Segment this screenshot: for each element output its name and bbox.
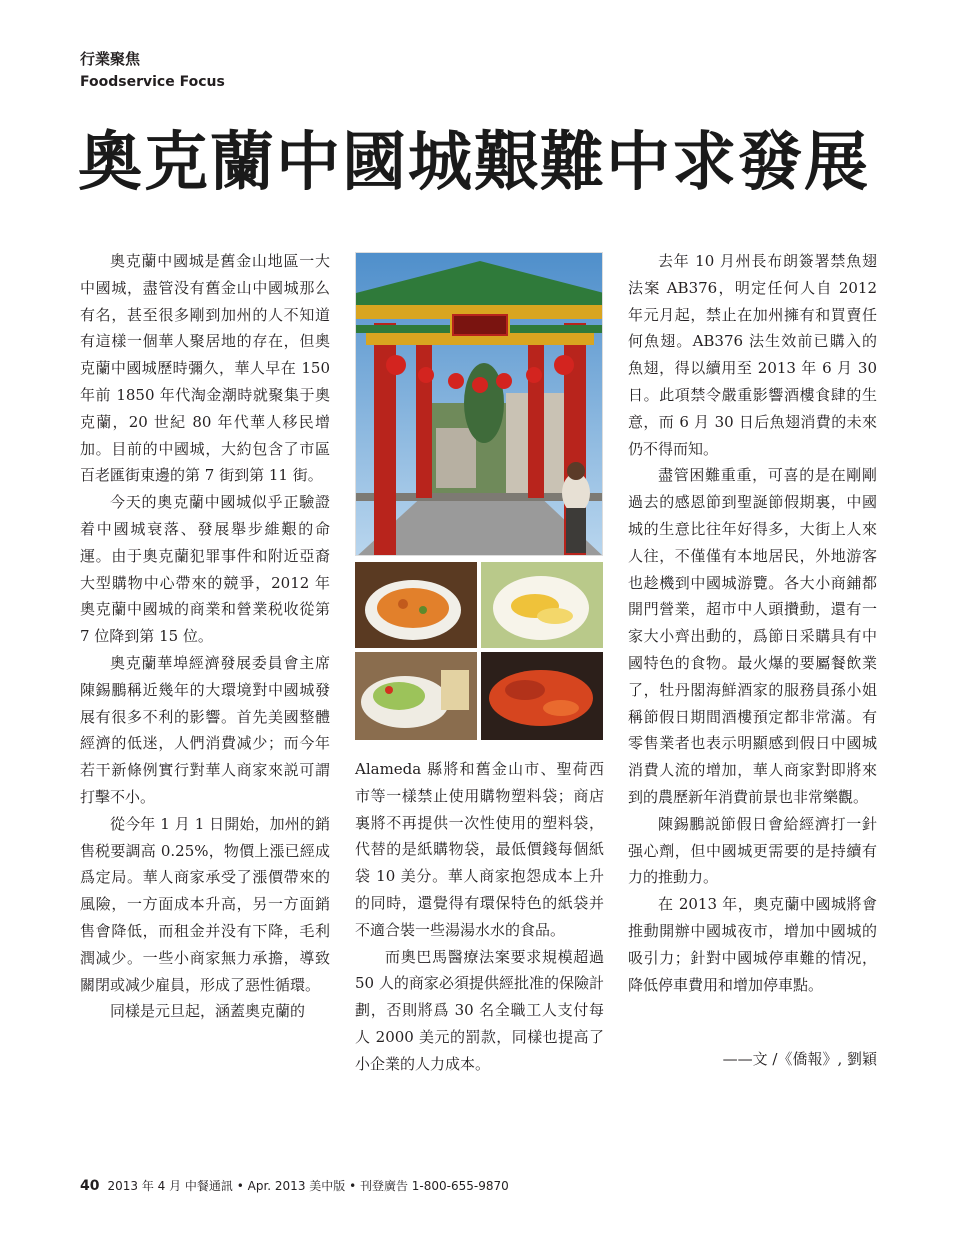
chinatown-gate-photo <box>355 252 603 556</box>
paragraph: 而奧巴馬醫療法案要求規模超過 50 人的商家必須提供經批准的保險計劃，否則將爲 30 名全職工人支付每人 2000 美元的罰款，同樣也提高了小企業的人力成本。 <box>355 947 604 1073</box>
food-photo-collage <box>355 562 603 740</box>
article-byline: ——文 /《僑報》, 劉穎 <box>722 1050 877 1068</box>
article-column-left <box>80 248 330 1025</box>
paragraph: 同樣是元旦起，涵蓋奧克蘭的 <box>110 1002 306 1021</box>
paragraph: 去年 10 月州長布朗簽署禁魚翅法案 AB376，明定任何人自 2012 年元月起，禁止在加州擁有和買賣任何魚翅。AB376 法生效前已購入的魚翅，得以續用至 2013 年 6 月 30 日。此項禁令嚴重影響酒樓食肆的生意，而 6 月 30 日后魚翅消費的未來仍不得而知。 <box>628 252 877 458</box>
paragraph: 盡管困難重重，可喜的是在剛剛過去的感恩節到聖誕節假期裏，中國城的生意比往年好得多，大街上人來人往，不僅僅有本地居民，外地游客也趁機到中國城游覽。各大小商鋪都開門營業，超市中人頭攢動，還有一家大小齊出動的，爲節日采購具有中國特色的食物。最火爆的要屬餐飲業了，牡丹閣海鮮酒家的服務員孫小姐稱節假日期間酒樓預定都非常滿。有零售業者也表示明顯感到假日中國城消費人流的增加，華人商家對即將來到的農歷新年消費前景也非常樂觀。 <box>628 466 877 806</box>
article-column-right <box>628 248 877 998</box>
paragraph: 在 2013 年，奧克蘭中國城將會推動開辦中國城夜市，增加中國城的吸引力；針對中國城停車難的情况，降低停車費用和增加停車點。 <box>628 895 877 994</box>
article-title: 奧克蘭中國城艱難中求發展 <box>78 125 870 200</box>
section-label-en: Foodservice Focus <box>80 74 225 90</box>
paragraph: 奧克蘭華埠經濟發展委員會主席陳錫鵬稱近幾年的大環境對中國城發展有很多不利的影響。首先美國整體經濟的低迷，人們消費减少；而今年若干新條例實行對華人商家來説可謂打擊不小。 <box>80 653 330 806</box>
paragraph: 今天的奧克蘭中國城似乎正驗證着中國城衰落、發展舉步維艱的命運。由于奧克蘭犯罪事件和附近亞裔大型購物中心帶來的競爭，2012 年奧克蘭中國城的商業和營業税收從第 7 位降到第 15 位。 <box>80 493 330 646</box>
paragraph: 從今年 1 月 1 日開始，加州的銷售税要調高 0.25%，物價上漲已經成爲定局。華人商家承受了漲價帶來的風險，一方面成本升高，另一方面銷售會降低，而租金并没有下降，毛利潤减少。一些小商家無力承擔，導致關閉或减少雇員，形成了惡性循環。 <box>80 814 330 994</box>
paragraph: 奧克蘭中國城是舊金山地區一大中國城，盡管没有舊金山中國城那么有名，甚至很多剛到加州的人不知道有這樣一個華人聚居地的存在，但奧克蘭中國城歷時彌久，華人早在 150 年前 1850 年代淘金潮時就聚集于奧克蘭，20 世紀 80 年代華人移民增加。目前的中國城，大約包含了市區百老匯街東邊的第 7 街到第 11 街。 <box>80 252 330 485</box>
section-label: 行業聚焦 <box>80 50 141 68</box>
footer-text: 2013 年 4 月 中餐通訊 • Apr. 2013 美中版 • 刊登廣告 1-800-655-9870 <box>107 1179 509 1193</box>
page-footer <box>80 1178 509 1194</box>
page-number: 40 <box>80 1178 100 1194</box>
paragraph: Alameda 縣將和舊金山市、聖荷西市等一樣禁止使用購物塑料袋；商店裏將不再提供一次性使用的塑料袋，代替的是紙購物袋，最低價錢每個紙袋 10 美分。華人商家抱怨成本上升的同時，還覺得有環保特色的紙袋并不適合裝一些湯湯水水的食品。 <box>355 760 604 939</box>
article-column-middle <box>355 756 604 1078</box>
paragraph: 陳錫鵬説節假日會給經濟打一針强心劑，但中國城更需要的是持續有力的推動力。 <box>628 814 877 887</box>
